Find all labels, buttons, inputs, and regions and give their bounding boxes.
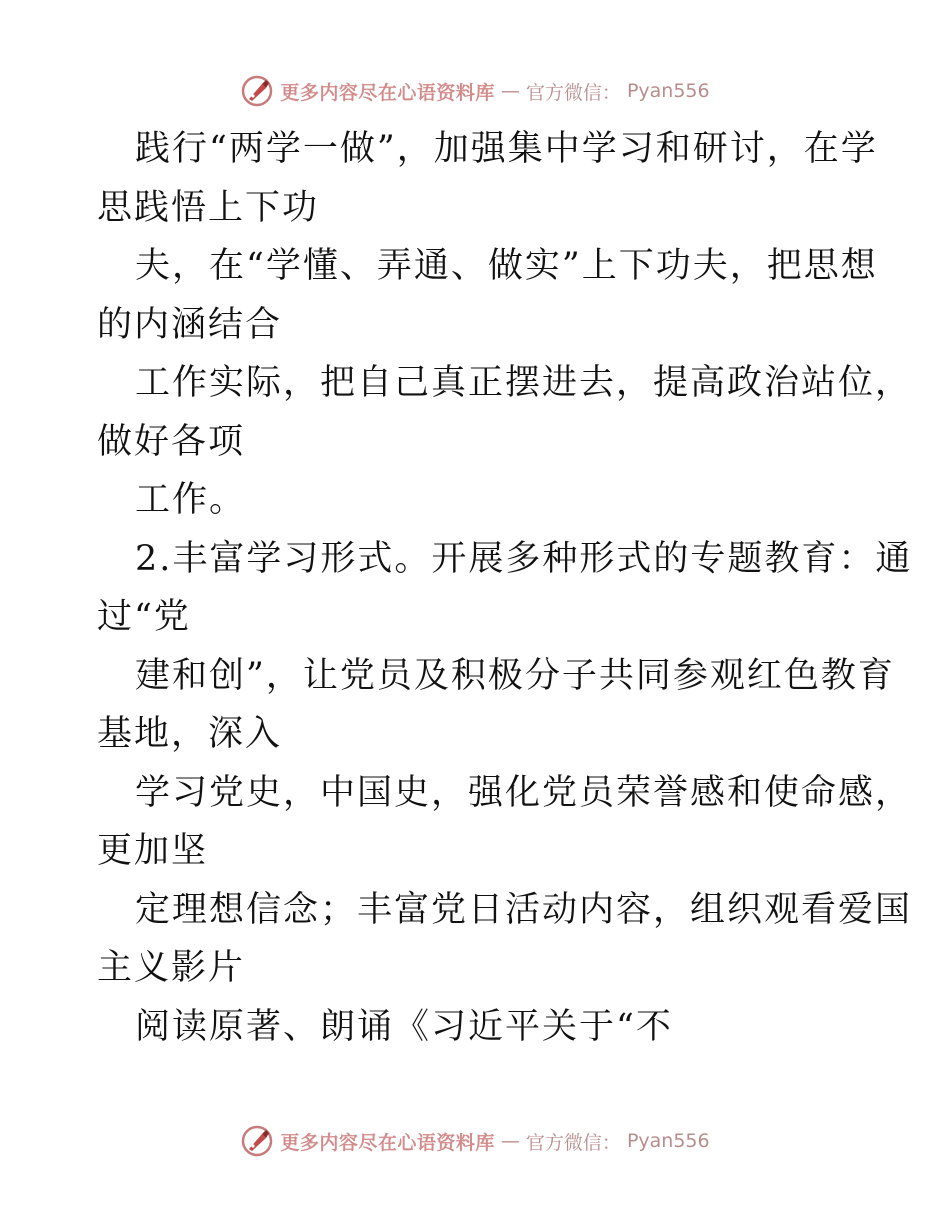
body-line: 建和创”，让党员及积极分子共同参观红色教育 — [135, 655, 895, 696]
body-line: 做好各项 — [97, 421, 246, 462]
body-line: 思践悟上下功 — [97, 187, 320, 228]
body-line: 定理想信念；丰富党日活动内容，组织观看爱国 — [135, 889, 913, 930]
body-line: 2.丰富学习形式。开展多种形式的专题教育：通 — [135, 538, 913, 579]
pen-nib-logo-icon — [240, 74, 274, 108]
body-line: 主义影片 — [97, 948, 246, 988]
watermark-brand-text: 更多内容尽在心语资料库 — [280, 81, 495, 104]
watermark-wechat-id: Pyan556 — [626, 80, 710, 102]
watermark-wechat-id: Pyan556 — [626, 1130, 710, 1152]
header-watermark — [0, 71, 950, 111]
footer-watermark — [0, 1121, 950, 1161]
body-line: 夫，在“学懂、弄通、做实”上下功夫，把思想 — [135, 246, 878, 286]
document-body — [97, 120, 913, 1056]
body-line: 工作。 — [135, 480, 247, 520]
watermark-brand-text: 更多内容尽在心语资料库 — [280, 1131, 495, 1154]
body-line: 过“党 — [97, 597, 191, 637]
body-line: 阅读原著、朗诵《习近平关于“不 — [135, 1006, 673, 1047]
watermark-wechat-label: 官方微信： — [525, 81, 621, 104]
body-line: 基地，深入 — [97, 714, 283, 754]
body-line: 践行“两学一做”，加强集中学习和研讨，在学 — [135, 129, 878, 169]
watermark-wechat-label: 官方微信： — [525, 1131, 621, 1154]
watermark-separator: — — [500, 80, 520, 102]
body-line: 学习党史，中国史，强化党员荣誉感和使命感， — [135, 772, 913, 813]
body-line: 更加坚 — [97, 831, 209, 871]
body-line: 工作实际，把自己真正摆进去，提高政治站位， — [135, 363, 913, 403]
body-line: 的内涵结合 — [97, 304, 283, 345]
pen-nib-logo-icon — [240, 1124, 274, 1158]
watermark-separator: — — [500, 1130, 520, 1152]
